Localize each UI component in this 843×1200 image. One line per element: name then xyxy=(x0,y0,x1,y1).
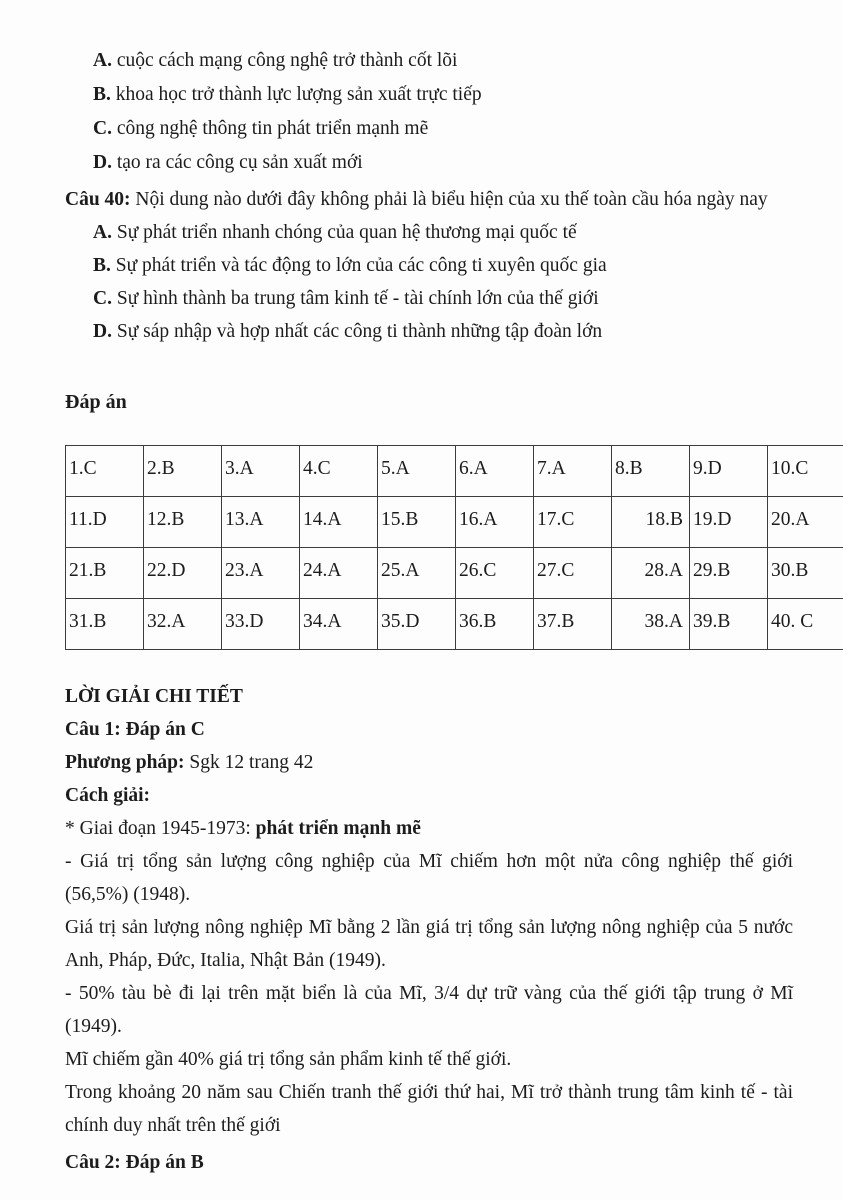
option-label: C. xyxy=(93,288,112,309)
solve-label: Cách giải: xyxy=(65,785,151,806)
option-text: khoa học trở thành lực lượng sản xuất trực tiếp xyxy=(115,84,482,105)
option-text: tạo ra các công cụ sản xuất mới xyxy=(116,152,363,173)
option-label: B. xyxy=(93,84,111,105)
answer-cell: 1.C xyxy=(66,446,144,497)
answer-cell: 5.A xyxy=(378,446,456,497)
solution-line: Mĩ chiếm gần 40% giá trị tổng sản phẩm kinh tế thế giới. xyxy=(65,1049,512,1070)
option-line-b xyxy=(65,78,793,112)
method-line xyxy=(65,746,793,779)
option-line-b xyxy=(65,249,793,282)
solutions-heading: LỜI GIẢI CHI TIẾT xyxy=(65,686,243,707)
answer-cell: 7.A xyxy=(534,446,612,497)
option-text: Sự phát triển nhanh chóng của quan hệ thương mại quốc tế xyxy=(116,222,577,243)
solution-line: (1949). xyxy=(65,1016,122,1037)
table-row xyxy=(66,548,843,599)
answer-cell: 39.B xyxy=(690,599,768,650)
stage-prefix: * Giai đoạn 1945-1973: xyxy=(65,818,251,839)
answer-cell: 16.A xyxy=(456,497,534,548)
solution-line: (56,5%) (1948). xyxy=(65,884,191,905)
solution-line: - Giá trị tổng sản lượng công nghiệp của Mĩ chiếm hơn một nửa công nghiệp thế giới xyxy=(65,851,793,872)
solution-line: Anh, Pháp, Đức, Italia, Nhật Bản (1949). xyxy=(65,950,386,971)
option-label: D. xyxy=(93,321,112,342)
answer-cell: 31.B xyxy=(66,599,144,650)
answer-cell: 24.A xyxy=(300,548,378,599)
option-line-d xyxy=(65,146,793,180)
option-text: Sự sáp nhập và hợp nhất các công ti thành những tập đoàn lớn xyxy=(116,321,603,342)
answer-cell: 13.A xyxy=(222,497,300,548)
option-label: B. xyxy=(93,255,111,276)
option-label: A. xyxy=(93,222,112,243)
option-text: cuộc cách mạng công nghệ trở thành cốt lõi xyxy=(116,50,458,71)
answer-cell: 26.C xyxy=(456,548,534,599)
answer-cell: 28.A xyxy=(612,548,690,599)
option-text: Sự phát triển và tác động to lớn của các công ti xuyên quốc gia xyxy=(115,255,607,276)
answer-key-table xyxy=(65,445,843,650)
answer-cell: 8.B xyxy=(612,446,690,497)
option-label: D. xyxy=(93,152,112,173)
cau1-title: Câu 1: Đáp án C xyxy=(65,719,205,740)
option-line-d xyxy=(65,315,793,348)
option-line-c xyxy=(65,112,793,146)
answer-cell: 14.A xyxy=(300,497,378,548)
answer-cell: 35.D xyxy=(378,599,456,650)
answer-cell: 15.B xyxy=(378,497,456,548)
answer-cell: 17.C xyxy=(534,497,612,548)
answer-cell: 6.A xyxy=(456,446,534,497)
answer-cell: 34.A xyxy=(300,599,378,650)
stage-bold: phát triển mạnh mẽ xyxy=(255,818,421,839)
answer-cell: 33.D xyxy=(222,599,300,650)
answer-cell: 9.D xyxy=(690,446,768,497)
solutions-section xyxy=(65,680,793,1179)
answers-heading: Đáp án xyxy=(65,391,127,413)
solution-line: Giá trị sản lượng nông nghiệp Mĩ bằng 2 lần giá trị tổng sản lượng nông nghiệp của 5 nước xyxy=(65,917,793,938)
answer-cell: 37.B xyxy=(534,599,612,650)
answer-cell: 27.C xyxy=(534,548,612,599)
table-row xyxy=(66,497,843,548)
method-text: Sgk 12 trang 42 xyxy=(189,752,314,773)
answer-cell: 32.A xyxy=(144,599,222,650)
question-40-number: Câu 40: xyxy=(65,189,131,210)
answer-cell: 25.A xyxy=(378,548,456,599)
option-label: C. xyxy=(93,118,112,139)
answer-cell: 29.B xyxy=(690,548,768,599)
answer-cell: 10.C xyxy=(768,446,843,497)
answer-cell: 3.A xyxy=(222,446,300,497)
solution-line: Trong khoảng 20 năm sau Chiến tranh thế giới thứ hai, Mĩ trở thành trung tâm kinh tế - tài xyxy=(65,1082,793,1103)
question-40 xyxy=(65,183,793,348)
option-line-a xyxy=(65,44,793,78)
answer-cell: 2.B xyxy=(144,446,222,497)
answer-cell: 22.D xyxy=(144,548,222,599)
table-row xyxy=(66,446,843,497)
answer-cell: 30.B xyxy=(768,548,843,599)
solution-line: - 50% tàu bè đi lại trên mặt biển là của Mĩ, 3/4 dự trữ vàng của thế giới tập trung ở Mĩ xyxy=(65,983,793,1004)
answer-cell: 23.A xyxy=(222,548,300,599)
question-40-stem xyxy=(65,183,793,216)
table-row xyxy=(66,599,843,650)
answer-cell: 19.D xyxy=(690,497,768,548)
option-line-c xyxy=(65,282,793,315)
answer-cell: 36.B xyxy=(456,599,534,650)
answer-cell: 38.A xyxy=(612,599,690,650)
answer-cell: 21.B xyxy=(66,548,144,599)
cau2-title: Câu 2: Đáp án B xyxy=(65,1152,204,1173)
option-line-a xyxy=(65,216,793,249)
prev-question-options xyxy=(65,44,793,180)
answer-cell: 20.A xyxy=(768,497,843,548)
answer-cell: 12.B xyxy=(144,497,222,548)
method-label: Phương pháp: xyxy=(65,752,185,773)
stage-line xyxy=(65,812,793,845)
option-text: Sự hình thành ba trung tâm kinh tế - tài chính lớn của thế giới xyxy=(116,288,599,309)
question-40-text: Nội dung nào dưới đây không phải là biểu hiện của xu thế toàn cầu hóa ngày nay xyxy=(135,189,768,210)
answer-cell: 18.B xyxy=(612,497,690,548)
answer-cell: 11.D xyxy=(66,497,144,548)
option-label: A. xyxy=(93,50,112,71)
option-text: công nghệ thông tin phát triển mạnh mẽ xyxy=(116,118,429,139)
answer-cell: 4.C xyxy=(300,446,378,497)
solution-line: chính duy nhất trên thế giới xyxy=(65,1115,281,1136)
answer-cell: 40. C xyxy=(768,599,843,650)
